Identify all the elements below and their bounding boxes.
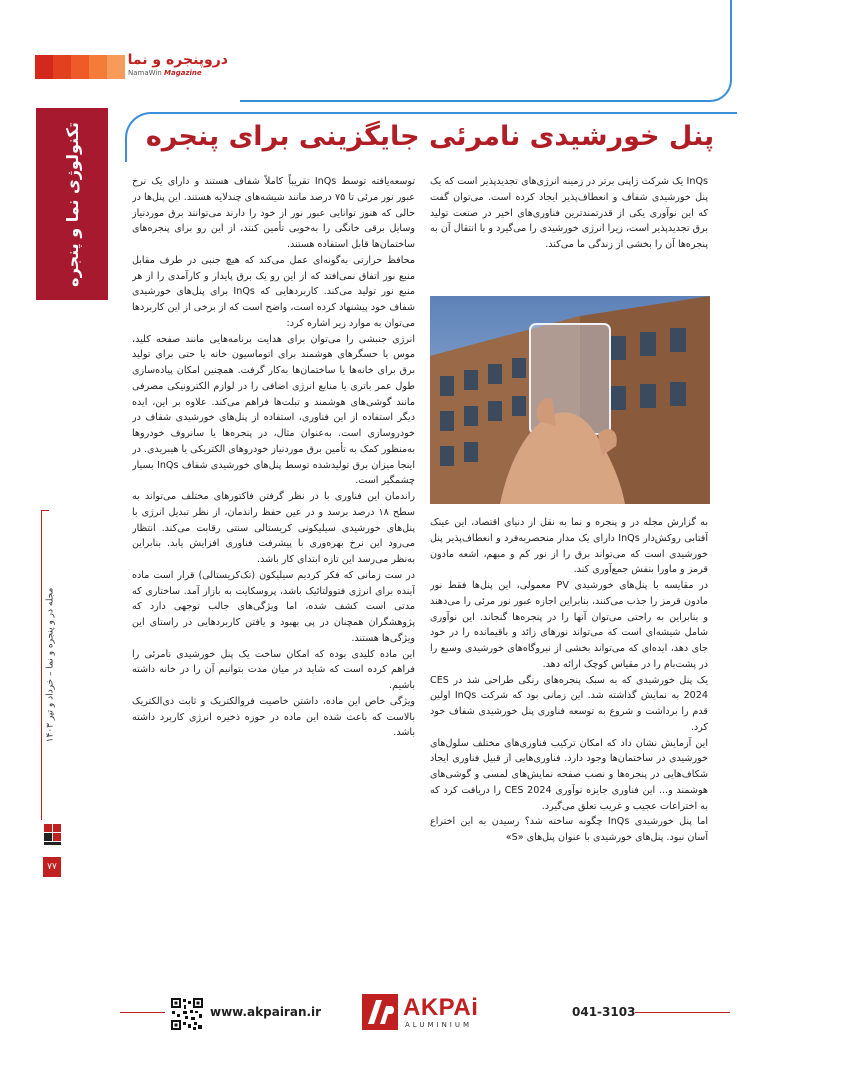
paragraph: در ست زمانی که فکر کردیم سیلیکون (تک‌کریستالی) قرار است ماده آینده برای انرژی فتوولتائیک باشد، پروسکایت به بازار آمد. ساختاری که مدتی است کشف شده، اما ویژگی‌های جالب توجهی دارد که پژوهشگران همچنان در پی بهبود و یافتن کاربردهایی در راستای این ویژگی‌ها هستند.	[132, 569, 415, 644]
paragraph: این ماده کلیدی بوده که امکان ساخت یک پنل خورشیدی نامرئی را فراهم کرده است که شاید در میان مدت بتوانیم آن را در خانه داشته باشیم.	[132, 648, 415, 691]
paragraph: محافظ حرارتی به‌گونه‌ای عمل می‌کند که هیچ جنبی در طرف مقابل منبع نور اتفاق نمی‌افتد که از این رو یک برق پایدار و کارآمدی را از هر منبع نور تولید می‌کند. کاربردهایی که InQs برای پنل‌های خورشیدی شفاف خود پیشنهاد کرده است، واضح است که از برخی از این کاربردها می‌توان به موارد زیر اشاره کرد:	[132, 254, 415, 329]
paragraph: انرژی جنبشی را می‌توان برای هدایت برنامه‌هایی مانند صفحه کلید، موس یا حسگرهای هوشمند برای اتوماسیون خانه یا حتی برای تولید برق برای خانه‌ها یا ساختمان‌ها به‌کار گرفت. همچنین امکان پیاده‌سازی طول عمر باتری یا منابع انرژی اضافی را در لوازم الکترونیکی مصرفی مانند گوشی‌های هوشمند و تبلت‌ها فراهم می‌کند. علاوه بر این، ایده دیگر استفاده از این فناوری، استفاده از پنل‌های خورشیدی شفاف در خودروسازی است. به‌عنوان مثال، در پنجره‌ها یا سانروف خودروها به‌منظور کمک به تأمین برق موردنیاز خودروهای الکتریکی یا هیبریدی. در اینجا میزان برق تولیدشده توسط پنل‌های خورشیدی شفاف InQs بسیار چشمگیر است.	[132, 333, 415, 487]
paragraph: InQs یک شرکت ژاپنی برتر در زمینه انرژی‌های تجدیدپذیر است که یک پنل خورشیدی شفاف و انعطاف‌پذیر ایجاد کرده است. می‌توان گفت که این نوآوری یکی از قدرتمندترین فناوری‌های اخیر در صنعت تولید برق تجدیدپذیر است، زیرا انرژی خورشیدی را می‌گیرد و با انتقال آن به پنجره‌ها آن را بخشی از زندگی ما می‌کند.	[430, 176, 708, 250]
footer-brand: AKPAi	[403, 994, 479, 1021]
article-photo	[430, 296, 710, 504]
header-color-bar	[35, 55, 125, 79]
akpai-logo-icon	[362, 994, 398, 1030]
magazine-name: دروپنجره و نما	[127, 52, 228, 68]
paragraph: اما پنل خورشیدی InQs چگونه ساخته شد؟ رسیدن به این اختراع آسان نبود. پنل‌های خورشیدی با عنوان پنل‌های «S»	[430, 816, 708, 843]
magazine-subtitle: NamaWin Magazine	[128, 69, 202, 77]
paragraph: یک پنل خورشیدی که به سبک پنجره‌های رنگی طراحی شد در CES 2024 به نمایش گذاشته شد. این زمانی بود که شرکت InQs اولین قدم را برداشت و شروع به توسعه فناوری پنل خورشیدی شفاف خود کرد.	[430, 674, 708, 733]
paragraph: این آزمایش نشان داد که امکان ترکیب فناوری‌های مختلف سلول‌های خورشیدی در ساختمان‌ها وجود دارد. فناوری‌هایی از قبیل فناوری ایجاد شکاف‌هایی در پنجره‌ها و نصب صفحه نمایش‌های لمسی و گوشی‌های هوشمند و... این فناوری جایزه نوآوری CES 2024 را دریافت کرد که به اختراعات عجیب و غریب تعلق می‌گیرد.	[430, 737, 708, 812]
footer-website: www.akpairan.ir	[210, 1005, 322, 1019]
footer-phone: 041-3103	[572, 1005, 636, 1019]
side-divider-tick	[41, 510, 49, 511]
section-title: تکنولوژی نما و پنجره	[62, 121, 82, 287]
paragraph: توسعه‌یافته توسط InQs تقریباً کاملاً شفاف هستند و دارای یک نرخ عبور نور مرئی تا ۷۵ درصد مانند شیشه‌های چندلایه هستند. این پنل‌ها در حالی که هنوز توانایی عبور نور از خود را دارند می‌توانند برق موردنیاز وسایل برقی خانگی را به‌خوبی تأمین کنند، از این رو برای پنجره‌های ساختمان‌ها قابل استفاده هستند.	[132, 176, 415, 250]
magazine-mark-icon	[40, 822, 62, 850]
issue-info: مجله در و پنجره و نما – خرداد و تیر ۱۴۰۳	[45, 587, 55, 743]
article-column-left	[132, 174, 415, 954]
article-title: پنل خورشیدی نامرئی جایگزینی برای پنجره	[145, 121, 715, 152]
footer-brand-subtitle: ALUMINIUM	[405, 1021, 473, 1029]
paragraph: راندمان این فناوری با در نظر گرفتن فاکتورهای مختلف می‌تواند به سطح ۱۸ درصد برسد و در عین حفظ راندمان، از نظر تبدیل انرژی با پنل‌های خورشیدی سیلیکونی کریستالی سنتی رقابت می‌کند. انتظار می‌رود این نرخ بهره‌وری با پیشرفت فناوری افزایش یابد. بنابراین به‌نظر می‌رسد این تازه ابتدای کار باشد.	[132, 491, 415, 565]
footer-divider-left	[120, 1012, 165, 1013]
paragraph: در مقایسه با پنل‌های خورشیدی PV معمولی، این پنل‌ها فقط نور مادون قرمز را جذب می‌کنند، بنابراین اجازه عبور نور مرئی را می‌دهند و بنابراین به راحتی می‌توان آنها را در پنجره‌ها گنجاند. این نوآوری شامل شیشه‌ای است که می‌تواند نورهای زائد و باقیمانده را در خود جای دهد، ایده‌ای که می‌تواند بخشی از نیروگاه‌های خورشیدی وسیع را در پشت‌بام را در مقیاس کوچک ارائه دهد.	[430, 580, 708, 670]
article-column-right-bottom	[430, 515, 708, 950]
magazine-logo	[128, 52, 228, 82]
top-frame-line	[240, 0, 732, 102]
article-column-right-top	[430, 174, 708, 294]
footer-divider-right	[635, 1012, 730, 1013]
paragraph: ویژگی خاص این ماده، داشتن خاصیت فروالکتریک و ثابت دی‌الکتریک بالاست که باعث شده این ماده در حوزه ذخیره انرژی کاربرد داشته باشد.	[132, 695, 415, 739]
page-number: ۷۷	[43, 857, 61, 877]
paragraph: به گزارش مجله در و پنجره و نما به نقل از دنیای اقتصاد، این عینک آفتابی روکش‌دار InQs دارای یک مدار منحصربه‌فرد و انعطاف‌پذیر پنل خورشیدی است که می‌تواند برق را از نور کم و مبهم، اشعه مادون قرمز و ماورا بنفش جمع‌آوری کند.	[430, 517, 708, 576]
qr-code-icon	[170, 997, 204, 1031]
